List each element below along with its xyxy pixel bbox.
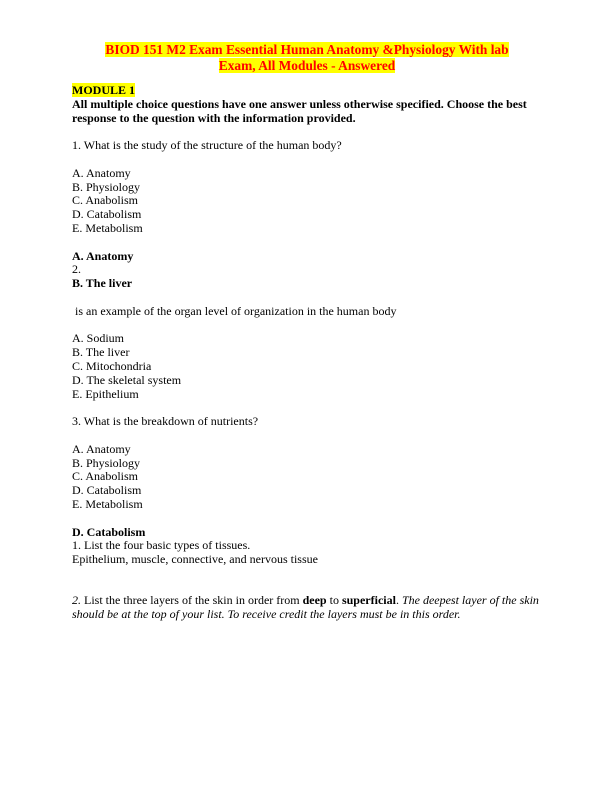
- option-c: C. Anabolism: [72, 469, 139, 484]
- short-answer-2: 2. List the three layers of the skin in order from deep to superficial. The deepest layer of the skin should be at the top of your list. To receive credit the layers must be in this order.: [72, 593, 539, 622]
- option-d: D. The skeletal system: [72, 372, 182, 387]
- short-answer-number: 2.: [72, 593, 81, 608]
- option-c: C. Anabolism: [72, 193, 139, 208]
- question-number: 2.: [72, 262, 81, 277]
- option-a: A. Sodium: [72, 331, 125, 346]
- option-e: E. Epithelium: [72, 386, 139, 401]
- module-heading: MODULE 1: [72, 83, 135, 97]
- question-answer: A. Anatomy: [72, 248, 134, 263]
- option-b: B. Physiology: [72, 179, 141, 194]
- option-b: B. The liver: [72, 345, 130, 360]
- instructions: All multiple choice questions have one answer unless otherwise specified. Choose the best response to the question with the information provided.: [72, 96, 527, 125]
- question-2: [72, 263, 542, 401]
- question-3: [72, 415, 542, 539]
- question-prompt: 1. What is the study of the structure of the human body?: [72, 138, 342, 153]
- option-b: B. Physiology: [72, 455, 141, 470]
- title-line-1: BIOD 151 M2 Exam Essential Human Anatomy &Physiology With lab: [105, 42, 509, 57]
- option-a: A. Anatomy: [72, 165, 131, 180]
- question-answer: B. The liver: [72, 276, 133, 291]
- keyword-deep: deep: [302, 593, 327, 608]
- question-1: [72, 139, 542, 263]
- short-answer-prompt: 1. List the four basic types of tissues.: [72, 538, 251, 553]
- question-prompt: 3. What is the breakdown of nutrients?: [72, 414, 259, 429]
- option-e: E. Metabolism: [72, 496, 143, 511]
- document-page: [72, 42, 542, 622]
- document-title: [72, 42, 542, 74]
- keyword-superficial: superficial: [341, 593, 396, 608]
- short-answer-1: [72, 539, 542, 567]
- option-e: E. Metabolism: [72, 220, 143, 235]
- option-d: D. Catabolism: [72, 483, 142, 498]
- title-line-2: Exam, All Modules - Answered: [218, 58, 396, 73]
- question-prompt: is an example of the organ level of organization in the human body: [72, 303, 397, 318]
- option-d: D. Catabolism: [72, 207, 142, 222]
- option-a: A. Anatomy: [72, 441, 131, 456]
- option-c: C. Mitochondria: [72, 358, 152, 373]
- question-answer: D. Catabolism: [72, 524, 146, 539]
- instruction-note: The deepest layer of the skin should be at the top of your list. To receive credit the layers must be in this order.: [72, 593, 539, 622]
- short-answer-text: Epithelium, muscle, connective, and nervous tissue: [72, 552, 318, 567]
